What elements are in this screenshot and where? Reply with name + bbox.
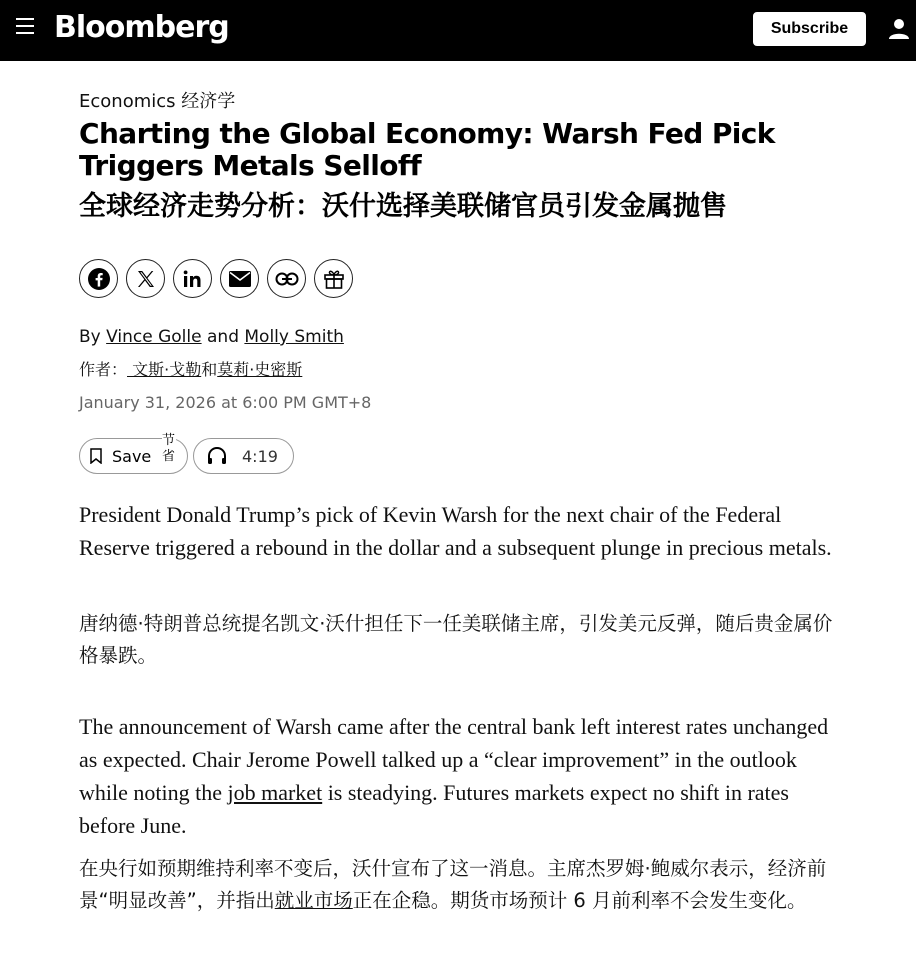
share-email-button[interactable] — [220, 259, 259, 298]
gift-article-button[interactable] — [314, 259, 353, 298]
article-paragraph-2-translation — [79, 853, 849, 917]
article-paragraph-1: President Donald Trump’s pick of Kevin Warsh for the next chair of the Federal Reserve triggered a rebound in the dollar and a subsequent plunge in precious metals. — [79, 502, 832, 560]
author-link-vince-golle-cn[interactable]: 文斯·戈勒 — [127, 360, 202, 379]
article-headline: Charting the Global Economy: Warsh Fed Pick Triggers Metals Selloff — [79, 117, 775, 182]
user-account-icon[interactable] — [888, 17, 910, 41]
byline-joiner: and — [201, 327, 245, 347]
article-headline-translation: 全球经济走势分析：沃什选择美联储官员引发金属抛售 — [79, 191, 727, 222]
paragraph-2-cn-text-end: 正在企稳。期货市场预计 6 月前利率不会发生变化。 — [352, 889, 807, 912]
top-nav-bar — [0, 0, 916, 61]
paragraph-2-text-end: is steadying. Futures markets expect no shift in rates before June. — [79, 780, 789, 838]
byline-cn-prefix: 作者： — [79, 360, 128, 379]
article-paragraph-1-translation: 唐纳德·特朗普总统提名凯文·沃什担任下一任美联储主席，引发美元反弹，随后贵金属价格暴跌。 — [79, 612, 833, 667]
copy-link-button[interactable] — [267, 259, 306, 298]
paragraph-2-text-start: The announcement of Warsh came after the central bank left interest rates unchanged as expected. Chair Jerome Powell talked up a “clear improvement” in the outlook while noting the — [79, 714, 829, 805]
share-buttons — [79, 259, 353, 298]
x-icon — [136, 269, 156, 289]
author-link-molly-smith[interactable]: Molly Smith — [244, 327, 344, 347]
publish-date: January 31, 2026 at 6:00 PM GMT+8 — [79, 393, 372, 412]
headphones-icon — [206, 446, 228, 466]
listen-audio-button[interactable] — [193, 438, 294, 474]
save-label-translation: 节省 — [162, 433, 176, 464]
article-paragraph-2 — [79, 710, 849, 842]
bloomberg-logo[interactable]: Bloomberg — [54, 10, 229, 45]
share-facebook-button[interactable] — [79, 259, 118, 298]
link-icon — [275, 272, 299, 286]
byline-prefix: By — [79, 327, 107, 347]
email-icon — [228, 270, 252, 288]
byline-cn-joiner: 和 — [201, 360, 218, 379]
bookmark-icon — [90, 448, 102, 464]
linkedin-icon — [182, 269, 204, 289]
byline — [79, 327, 344, 347]
byline-translation — [79, 357, 302, 380]
job-market-link[interactable]: job market — [227, 780, 323, 805]
paragraph-2-cn-text-start: 在央行如预期维持利率不变后，沃什宣布了这一消息。主席杰罗姆·鲍威尔表示，经济前景“明显改善”，并指出 — [79, 857, 827, 912]
audio-duration: 4:19 — [242, 446, 278, 466]
article-category[interactable]: Economics 经济学 — [79, 91, 236, 112]
save-label: Save — [112, 446, 152, 466]
subscribe-button[interactable]: Subscribe — [753, 12, 866, 46]
hamburger-menu-icon[interactable] — [16, 18, 36, 38]
author-link-molly-smith-cn[interactable]: 莫莉·史密斯 — [217, 360, 303, 379]
share-linkedin-button[interactable] — [173, 259, 212, 298]
facebook-icon — [87, 267, 111, 291]
author-link-vince-golle[interactable]: Vince Golle — [106, 327, 202, 347]
save-article-button[interactable] — [79, 433, 188, 474]
gift-icon — [322, 267, 346, 291]
job-market-link-cn[interactable]: 就业市场 — [274, 889, 353, 912]
share-x-button[interactable] — [126, 259, 165, 298]
